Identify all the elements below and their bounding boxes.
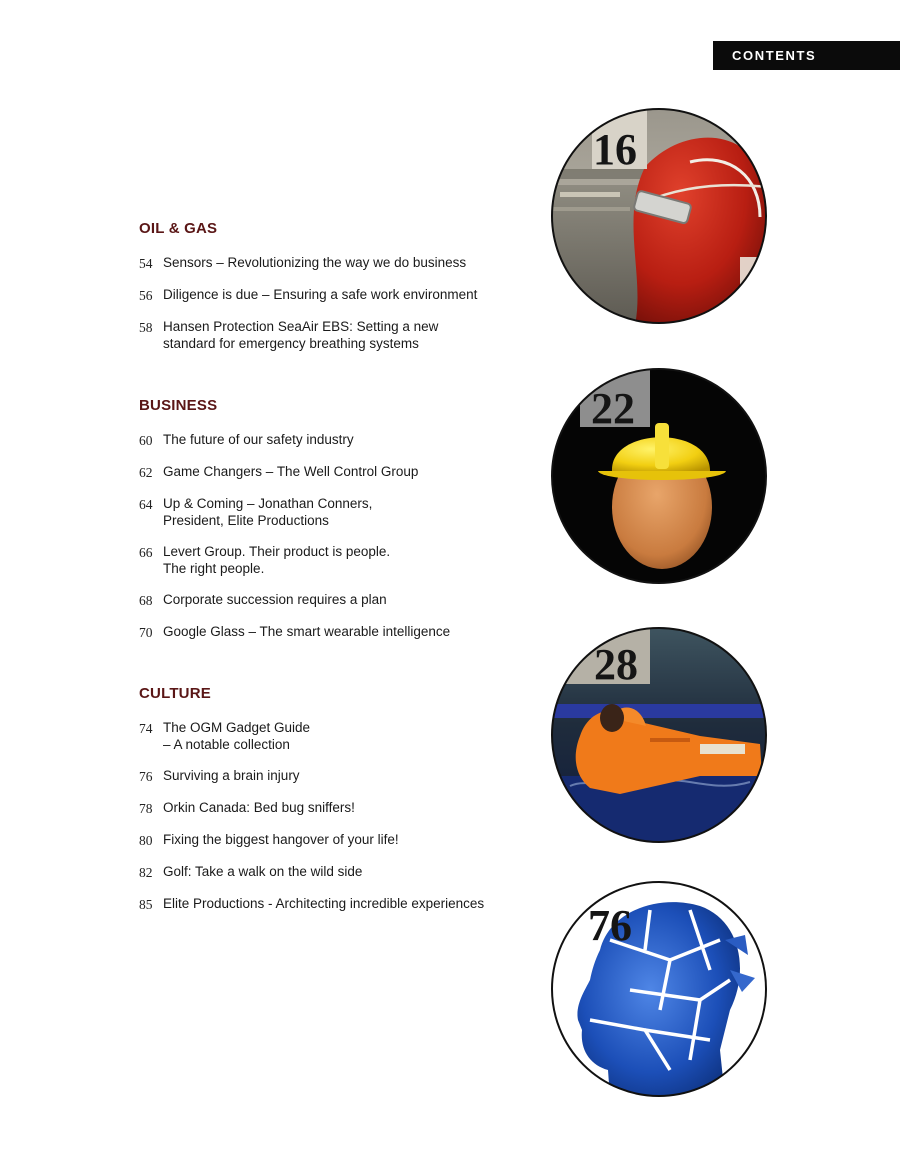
toc-entry[interactable] xyxy=(139,318,539,352)
entry-line: Elite Productions - Architecting incredible experiences xyxy=(163,896,485,911)
page-number: 78 xyxy=(139,801,153,816)
feature-page-number: 22 xyxy=(591,384,635,433)
feature-page-number: 28 xyxy=(594,640,638,689)
section-culture xyxy=(139,685,539,927)
page-number: 60 xyxy=(139,433,153,448)
entry-title xyxy=(163,431,354,448)
page-number: 70 xyxy=(139,625,153,640)
entry-title xyxy=(163,318,438,352)
toc-entry[interactable] xyxy=(139,863,539,881)
entry-title xyxy=(163,799,355,816)
entry-line: The future of our safety industry xyxy=(163,432,354,447)
entry-line: Corporate succession requires a plan xyxy=(163,592,387,607)
toc-entry[interactable] xyxy=(139,463,539,481)
entry-title xyxy=(163,543,390,577)
page-number: 64 xyxy=(139,497,153,512)
entry-line: President, Elite Productions xyxy=(163,513,329,528)
page-number: 80 xyxy=(139,833,153,848)
page-number: 82 xyxy=(139,865,153,880)
entry-line: Google Glass – The smart wearable intelligence xyxy=(163,624,451,639)
toc-entry[interactable] xyxy=(139,591,539,609)
toc-entry[interactable] xyxy=(139,286,539,304)
toc-entry[interactable] xyxy=(139,623,539,641)
section-title: CULTURE xyxy=(139,685,211,702)
page-number: 54 xyxy=(139,256,153,271)
entry-title xyxy=(163,495,372,529)
toc-entry[interactable] xyxy=(139,831,539,849)
entry-line: Game Changers – The Well Control Group xyxy=(163,464,419,479)
entry-title xyxy=(163,831,399,848)
entry-line: Diligence is due – Ensuring a safe work environment xyxy=(163,287,478,302)
section-title: OIL & GAS xyxy=(139,220,218,237)
toc-entry[interactable] xyxy=(139,799,539,817)
entry-title xyxy=(163,286,477,303)
toc-entry[interactable] xyxy=(139,719,539,753)
feature-photo-shattered-head[interactable] xyxy=(550,880,768,1098)
toc-entry[interactable] xyxy=(139,495,539,529)
entry-line: Orkin Canada: Bed bug sniffers! xyxy=(163,800,355,815)
entry-line: – A notable collection xyxy=(163,737,290,752)
entry-line: The OGM Gadget Guide xyxy=(163,720,311,735)
entry-title xyxy=(163,591,387,608)
page-number: 68 xyxy=(139,593,153,608)
feature-photo-survival-suit[interactable] xyxy=(550,626,768,844)
page-number: 85 xyxy=(139,897,153,912)
entry-line: Up & Coming – Jonathan Conners, xyxy=(163,496,373,511)
toc-entry[interactable] xyxy=(139,254,539,272)
entry-title xyxy=(163,463,418,480)
feature-page-number: 76 xyxy=(588,901,632,950)
feature-photo-egg-hardhat[interactable] xyxy=(550,367,768,585)
toc-entry[interactable] xyxy=(139,767,539,785)
toc-entry[interactable] xyxy=(139,895,539,913)
entry-line: The right people. xyxy=(163,561,265,576)
section-oil-gas xyxy=(139,220,539,366)
entry-line: Levert Group. Their product is people. xyxy=(163,544,391,559)
feature-page-number: 16 xyxy=(593,125,637,174)
section-title: BUSINESS xyxy=(139,397,218,414)
page-number: 62 xyxy=(139,465,153,480)
toc-entry[interactable] xyxy=(139,543,539,577)
entry-title xyxy=(163,863,362,880)
entry-title xyxy=(163,719,310,753)
section-business xyxy=(139,397,539,655)
entry-line: Golf: Take a walk on the wild side xyxy=(163,864,363,879)
entry-title xyxy=(163,623,450,640)
page-number: 58 xyxy=(139,320,153,335)
page-number: 76 xyxy=(139,769,153,784)
entry-line: Hansen Protection SeaAir EBS: Setting a new xyxy=(163,319,439,334)
contents-tab-label: CONTENTS xyxy=(732,48,817,63)
entry-title xyxy=(163,254,466,271)
entry-line: Sensors – Revolutionizing the way we do business xyxy=(163,255,467,270)
entry-line: standard for emergency breathing systems xyxy=(163,336,419,351)
entry-line: Fixing the biggest hangover of your life! xyxy=(163,832,399,847)
toc-entry[interactable] xyxy=(139,431,539,449)
entry-title xyxy=(163,895,484,912)
entry-title xyxy=(163,767,300,784)
entry-line: Surviving a brain injury xyxy=(163,768,300,783)
page-number: 74 xyxy=(139,721,153,736)
page-number: 56 xyxy=(139,288,153,303)
page-number: 66 xyxy=(139,545,153,560)
feature-photo-life-ring[interactable] xyxy=(550,107,768,325)
contents-tab xyxy=(713,41,900,70)
